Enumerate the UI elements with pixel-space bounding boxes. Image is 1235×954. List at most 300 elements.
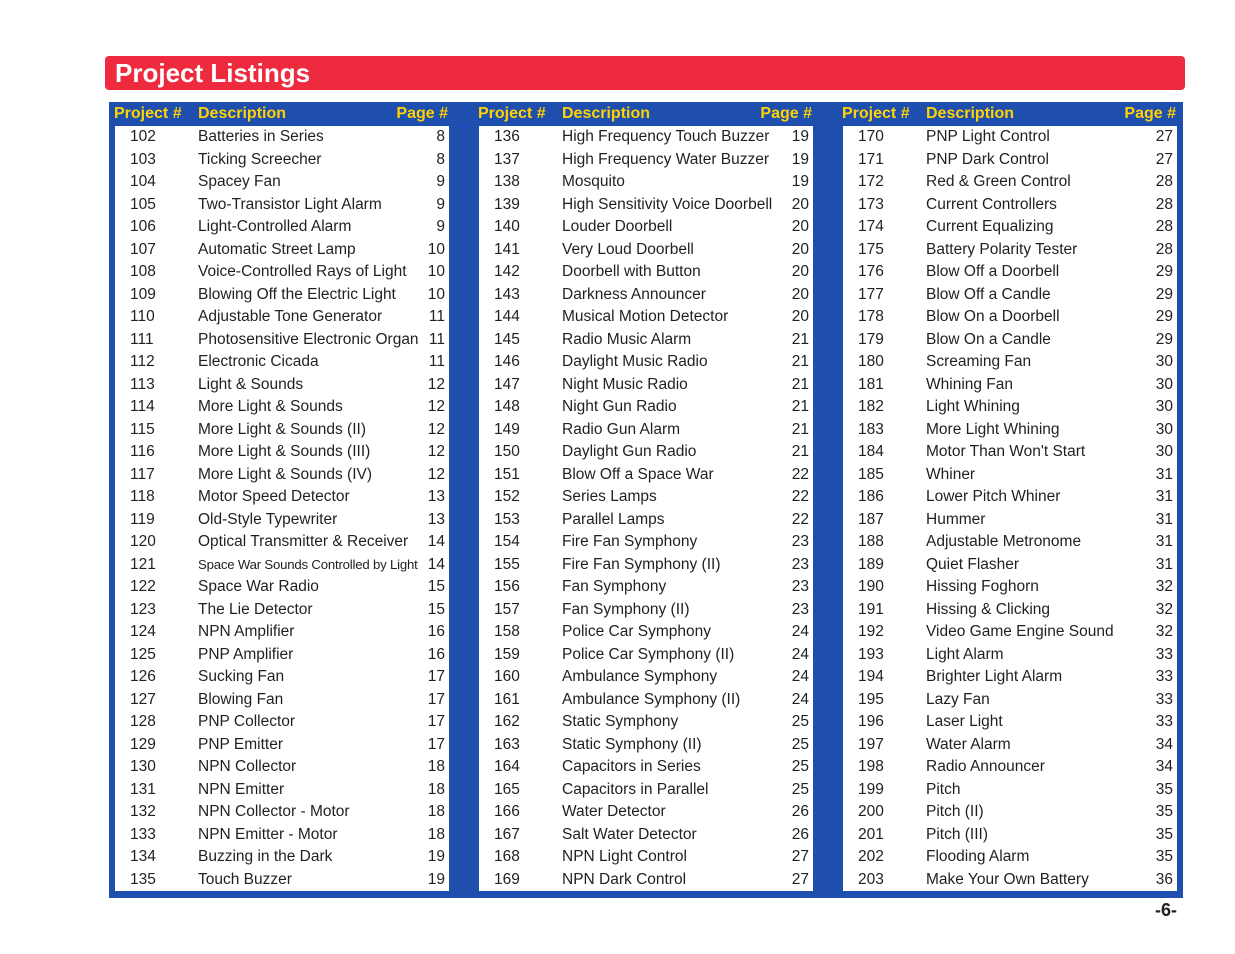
project-number: 198 <box>858 758 884 775</box>
project-number: 127 <box>130 690 156 708</box>
project-number: 140 <box>494 218 520 235</box>
project-number: 202 <box>858 848 884 865</box>
project-number: 130 <box>130 758 156 775</box>
page-reference: 16 <box>427 623 445 640</box>
project-description: Series Lamps <box>562 488 657 505</box>
project-number: 139 <box>494 195 520 213</box>
page-reference: 15 <box>427 578 445 595</box>
page-reference: 26 <box>791 803 809 820</box>
table-row <box>843 441 1177 464</box>
table-row <box>115 486 449 509</box>
table-row <box>115 554 449 577</box>
project-number: 151 <box>494 465 520 483</box>
table-row <box>115 666 449 689</box>
table-row <box>843 194 1177 217</box>
page-reference: 29 <box>1155 263 1173 280</box>
project-number: 158 <box>494 623 520 640</box>
project-number: 188 <box>858 533 884 550</box>
project-description: Static Symphony <box>562 713 679 730</box>
table-row <box>115 531 449 554</box>
project-description: Blow On a Candle <box>926 330 1051 348</box>
page-reference: 25 <box>791 758 809 775</box>
table-row <box>843 306 1177 329</box>
project-number: 144 <box>494 308 520 325</box>
table-row <box>843 869 1177 892</box>
header-page: Page # <box>1124 105 1176 122</box>
page-reference: 14 <box>427 555 445 573</box>
page-reference: 27 <box>1155 128 1173 145</box>
page-reference: 23 <box>791 600 809 618</box>
table-row <box>479 846 813 869</box>
project-description: Ambulance Symphony (II) <box>562 690 741 708</box>
table-row <box>115 306 449 329</box>
project-description: NPN Emitter <box>198 780 285 798</box>
project-description: Doorbell with Button <box>562 263 701 280</box>
table-row <box>843 689 1177 712</box>
page-reference: 20 <box>791 218 809 235</box>
project-description: Video Game Engine Sound <box>926 623 1114 640</box>
page-reference: 18 <box>427 780 445 798</box>
page-reference: 10 <box>427 240 445 258</box>
table-column-1 <box>109 102 458 895</box>
page-reference: 31 <box>1155 488 1173 505</box>
header-description: Description <box>562 105 651 122</box>
header-page: Page # <box>396 105 448 122</box>
table-row <box>479 869 813 892</box>
page-reference: 27 <box>791 870 809 888</box>
project-description: Daylight Gun Radio <box>562 443 697 460</box>
page-reference: 19 <box>791 150 809 168</box>
project-number: 118 <box>130 488 155 505</box>
project-number: 137 <box>494 150 520 168</box>
project-description: Motor Speed Detector <box>198 488 350 505</box>
page-reference: 30 <box>1155 353 1173 370</box>
table-row <box>843 126 1177 149</box>
page-reference: 28 <box>1155 218 1173 235</box>
page-reference: 21 <box>791 420 809 438</box>
header-description: Description <box>198 105 287 122</box>
project-description: Buzzing in the Dark <box>198 848 333 865</box>
project-number: 141 <box>494 240 520 258</box>
project-description: Blowing Fan <box>198 690 284 708</box>
project-number: 169 <box>494 870 520 888</box>
project-number: 192 <box>858 623 884 640</box>
project-description: Brighter Light Alarm <box>926 668 1063 685</box>
table-row <box>115 239 449 262</box>
table-row <box>479 756 813 779</box>
page-reference: 33 <box>1155 690 1173 708</box>
project-number: 167 <box>494 825 520 843</box>
project-description: Old-Style Typewriter <box>198 510 338 528</box>
project-number: 156 <box>494 578 520 595</box>
column-body <box>479 126 813 891</box>
project-number: 135 <box>130 870 156 888</box>
page-reference: 10 <box>427 285 445 303</box>
table-row <box>843 531 1177 554</box>
table-row <box>479 554 813 577</box>
page-reference: 18 <box>427 803 445 820</box>
project-number: 168 <box>494 848 520 865</box>
table-row <box>843 171 1177 194</box>
project-number: 104 <box>130 173 156 190</box>
project-number: 157 <box>494 600 520 618</box>
page-reference: 30 <box>1155 420 1173 438</box>
project-number: 162 <box>494 713 520 730</box>
project-description: More Light & Sounds (IV) <box>198 465 373 483</box>
page-reference: 29 <box>1155 285 1173 303</box>
page-reference: 33 <box>1155 713 1173 730</box>
page-reference: 31 <box>1155 555 1173 573</box>
table-row <box>479 171 813 194</box>
page-reference: 14 <box>427 533 445 550</box>
project-number: 160 <box>494 668 520 685</box>
page-reference: 13 <box>427 510 445 528</box>
project-number: 115 <box>130 420 155 438</box>
project-description: Night Gun Radio <box>562 398 677 415</box>
project-description: More Light & Sounds (II) <box>198 420 366 438</box>
project-number: 121 <box>130 555 156 573</box>
project-description: High Sensitivity Voice Doorbell <box>562 195 773 213</box>
project-description: PNP Dark Control <box>926 150 1049 168</box>
project-description: Touch Buzzer <box>198 870 292 888</box>
table-row <box>479 734 813 757</box>
table-column-2 <box>473 102 822 895</box>
table-row <box>479 486 813 509</box>
page-reference: 8 <box>436 150 445 168</box>
project-number: 112 <box>130 353 155 370</box>
page-reference: 27 <box>791 848 809 865</box>
project-number: 193 <box>858 645 884 663</box>
page-reference: 19 <box>427 848 445 865</box>
project-number: 153 <box>494 510 520 528</box>
project-description: Radio Announcer <box>926 758 1045 775</box>
table-row <box>115 846 449 869</box>
table-row <box>843 149 1177 172</box>
project-description: Darkness Announcer <box>562 285 706 303</box>
table-row <box>115 261 449 284</box>
table-row <box>115 126 449 149</box>
page-reference: 15 <box>427 600 445 618</box>
page-reference: 31 <box>1155 465 1173 483</box>
page-reference: 12 <box>427 443 445 460</box>
project-description: Ticking Screecher <box>198 150 322 168</box>
table-row <box>479 329 813 352</box>
project-description: Daylight Music Radio <box>562 353 708 370</box>
page-reference: 36 <box>1155 870 1173 888</box>
project-description: PNP Collector <box>198 713 296 730</box>
project-description: Current Controllers <box>926 195 1057 213</box>
page-reference: 19 <box>427 870 445 888</box>
project-description: Blowing Off the Electric Light <box>198 285 396 303</box>
project-description: Fire Fan Symphony (II) <box>562 555 721 573</box>
table-row <box>115 464 449 487</box>
table-row <box>843 261 1177 284</box>
table-row <box>479 779 813 802</box>
project-description: Hummer <box>926 510 986 528</box>
project-description: Batteries in Series <box>198 128 324 145</box>
table-row <box>479 576 813 599</box>
project-description: Optical Transmitter & Receiver <box>198 533 409 550</box>
page-number: -6- <box>1155 900 1177 920</box>
table-row <box>479 689 813 712</box>
project-number: 195 <box>858 690 884 708</box>
table-row <box>115 194 449 217</box>
table-row <box>479 284 813 307</box>
table-row <box>115 351 449 374</box>
table-row <box>479 509 813 532</box>
project-description: NPN Emitter - Motor <box>198 825 338 843</box>
project-description: Static Symphony (II) <box>562 735 702 753</box>
table-row <box>479 621 813 644</box>
project-number: 166 <box>494 803 520 820</box>
page-reference: 35 <box>1155 780 1173 798</box>
project-number: 152 <box>494 488 520 505</box>
page-reference: 30 <box>1155 375 1173 393</box>
project-number: 180 <box>858 353 884 370</box>
page-reference: 11 <box>428 308 445 325</box>
project-number: 129 <box>130 735 156 753</box>
project-description: Lazy Fan <box>926 690 990 708</box>
page-reference: 19 <box>791 173 809 190</box>
column-body <box>843 126 1177 891</box>
project-number: 174 <box>858 218 884 235</box>
project-number: 165 <box>494 780 520 798</box>
project-number: 179 <box>858 330 884 348</box>
table-row <box>843 284 1177 307</box>
project-description: Space War Sounds Controlled by Light <box>198 556 418 572</box>
page-reference: 21 <box>791 375 809 393</box>
table-row <box>115 824 449 847</box>
project-number: 120 <box>130 533 156 550</box>
page-reference: 35 <box>1155 825 1173 843</box>
project-description: Hissing Foghorn <box>926 578 1039 595</box>
page-reference: 17 <box>427 713 445 730</box>
project-number: 114 <box>130 398 155 415</box>
table-row <box>479 216 813 239</box>
project-number: 183 <box>858 420 884 438</box>
project-number: 190 <box>858 578 884 595</box>
project-description: Blow Off a Doorbell <box>926 263 1060 280</box>
project-number: 150 <box>494 443 520 460</box>
project-description: Blow Off a Space War <box>562 465 714 483</box>
table-row <box>115 284 449 307</box>
page-reference: 12 <box>427 375 445 393</box>
project-description: Very Loud Doorbell <box>562 240 694 258</box>
page-reference: 35 <box>1155 848 1173 865</box>
project-number: 182 <box>858 398 884 415</box>
project-number: 170 <box>858 128 884 145</box>
project-description: High Frequency Water Buzzer <box>562 150 770 168</box>
project-description: Light-Controlled Alarm <box>198 218 352 235</box>
project-number: 145 <box>494 330 520 348</box>
table-row <box>843 756 1177 779</box>
table-row <box>115 149 449 172</box>
table-row <box>843 509 1177 532</box>
page-reference: 12 <box>427 465 445 483</box>
page-reference: 32 <box>1155 600 1173 618</box>
table-row <box>843 599 1177 622</box>
project-description: Battery Polarity Tester <box>926 240 1078 258</box>
page-reference: 32 <box>1155 623 1173 640</box>
table-row <box>479 194 813 217</box>
table-row <box>479 711 813 734</box>
page-reference: 25 <box>791 713 809 730</box>
project-description: Pitch (III) <box>926 825 989 843</box>
project-description: Radio Gun Alarm <box>562 420 681 438</box>
table-column-3 <box>837 102 1186 895</box>
page-reference: 10 <box>427 263 445 280</box>
table-row <box>115 509 449 532</box>
table-row <box>843 734 1177 757</box>
project-number: 119 <box>130 510 155 528</box>
project-number: 147 <box>494 375 520 393</box>
page-reference: 24 <box>791 690 809 708</box>
project-description: Fan Symphony (II) <box>562 600 690 618</box>
column-header <box>109 102 458 126</box>
table-row <box>843 576 1177 599</box>
table-row <box>479 126 813 149</box>
page-reference: 12 <box>427 398 445 415</box>
title-bar <box>105 56 1185 90</box>
header-page: Page # <box>760 105 812 122</box>
header-project: Project # <box>478 105 546 122</box>
table-row <box>115 329 449 352</box>
page-reference: 21 <box>791 353 809 370</box>
page-reference: 29 <box>1155 330 1173 348</box>
table-row <box>115 216 449 239</box>
project-number: 113 <box>130 375 155 393</box>
project-number: 185 <box>858 465 884 483</box>
column-body <box>115 126 449 891</box>
table-row <box>843 666 1177 689</box>
table-row <box>843 374 1177 397</box>
project-number: 103 <box>130 150 156 168</box>
project-number: 187 <box>858 510 884 528</box>
table-row <box>479 261 813 284</box>
project-number: 200 <box>858 803 884 820</box>
project-description: Blow Off a Candle <box>926 285 1051 303</box>
project-number: 181 <box>858 375 884 393</box>
page-reference: 26 <box>791 825 809 843</box>
table-row <box>843 846 1177 869</box>
page-reference: 9 <box>436 195 445 213</box>
page-reference: 31 <box>1155 510 1173 528</box>
project-number: 186 <box>858 488 884 505</box>
page-reference: 20 <box>791 285 809 303</box>
page-reference: 16 <box>427 645 445 663</box>
table-row <box>843 711 1177 734</box>
project-description: Adjustable Metronome <box>926 533 1082 550</box>
page-reference: 28 <box>1155 195 1173 213</box>
project-number: 128 <box>130 713 156 730</box>
page-reference: 20 <box>791 308 809 325</box>
table-row <box>115 801 449 824</box>
project-description: Police Car Symphony <box>562 623 712 640</box>
table-row <box>115 644 449 667</box>
project-number: 146 <box>494 353 520 370</box>
project-description: Louder Doorbell <box>562 218 673 235</box>
table-row <box>115 621 449 644</box>
page-title: Project Listings <box>115 58 311 88</box>
table-row <box>115 171 449 194</box>
project-number: 172 <box>858 173 884 190</box>
project-description: Fan Symphony <box>562 578 667 595</box>
project-number: 122 <box>130 578 156 595</box>
table-row <box>479 149 813 172</box>
table-row <box>479 464 813 487</box>
project-description: Parallel Lamps <box>562 510 665 528</box>
table-row <box>479 824 813 847</box>
table-row <box>115 599 449 622</box>
project-description: NPN Collector - Motor <box>198 803 350 820</box>
project-number: 138 <box>494 173 520 190</box>
project-number: 123 <box>130 600 156 618</box>
project-number: 106 <box>130 218 156 235</box>
project-number: 126 <box>130 668 156 685</box>
column-header <box>473 102 822 126</box>
page-reference: 21 <box>791 443 809 460</box>
project-description: Light & Sounds <box>198 375 304 393</box>
table-row <box>115 374 449 397</box>
table-row <box>843 329 1177 352</box>
project-number: 107 <box>130 240 156 258</box>
project-number: 132 <box>130 803 156 820</box>
project-description: Red & Green Control <box>926 173 1071 190</box>
project-description: Two-Transistor Light Alarm <box>198 195 382 213</box>
project-description: Motor Than Won't Start <box>926 443 1086 460</box>
project-description: Water Alarm <box>926 735 1011 753</box>
project-number: 191 <box>858 600 884 618</box>
project-number: 173 <box>858 195 884 213</box>
project-description: Photosensitive Electronic Organ <box>198 330 419 348</box>
project-number: 178 <box>858 308 884 325</box>
project-number: 161 <box>494 690 520 708</box>
table-row <box>479 599 813 622</box>
project-description: Blow On a Doorbell <box>926 308 1060 325</box>
page-reference: 11 <box>428 353 445 370</box>
page-reference: 33 <box>1155 668 1173 685</box>
page-reference: 13 <box>427 488 445 505</box>
project-description: Ambulance Symphony <box>562 668 718 685</box>
page-reference: 22 <box>791 488 809 505</box>
page-reference: 20 <box>791 240 809 258</box>
project-description: The Lie Detector <box>198 600 313 618</box>
table-row <box>843 351 1177 374</box>
project-description: Space War Radio <box>198 578 319 595</box>
page-reference: 23 <box>791 578 809 595</box>
table-row <box>843 464 1177 487</box>
table-row <box>479 441 813 464</box>
project-number: 108 <box>130 263 156 280</box>
table-row <box>843 644 1177 667</box>
project-description: PNP Light Control <box>926 128 1050 145</box>
project-number: 203 <box>858 870 884 888</box>
project-description: Laser Light <box>926 713 1003 730</box>
page-reference: 24 <box>791 668 809 685</box>
project-number: 111 <box>130 330 154 348</box>
project-description: Whining Fan <box>926 375 1014 393</box>
page-reference: 29 <box>1155 308 1173 325</box>
table-row <box>115 869 449 892</box>
page-reference: 20 <box>791 195 809 213</box>
header-project: Project # <box>114 105 182 122</box>
project-number: 143 <box>494 285 520 303</box>
project-number: 176 <box>858 263 884 280</box>
page-reference: 18 <box>427 825 445 843</box>
project-description: Adjustable Tone Generator <box>198 308 383 325</box>
project-description: NPN Collector <box>198 758 297 775</box>
page-reference: 25 <box>791 780 809 798</box>
